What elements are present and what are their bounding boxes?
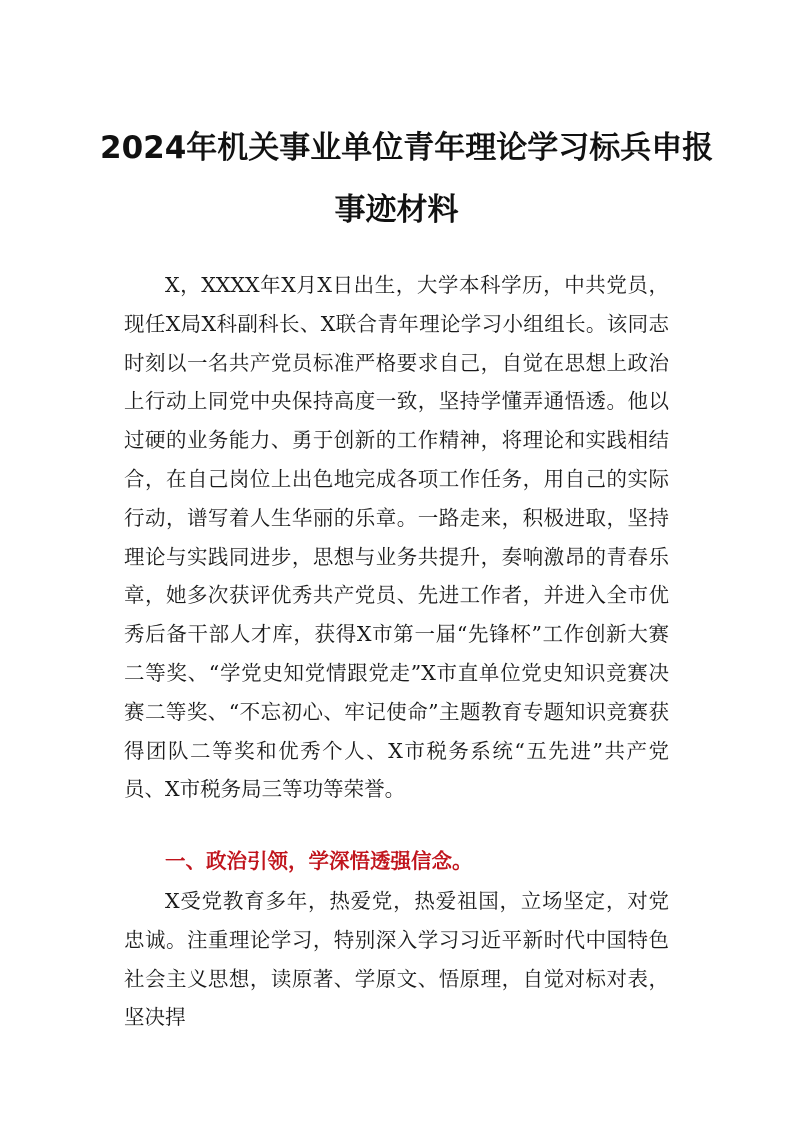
section-heading-1: 一、政治引领，学深悟透强信念。 bbox=[165, 849, 473, 873]
section-1-paragraph: X受党教育多年，热爱党，热爱祖国，立场坚定，对党忠诚。注重理论学习，特别深入学习习近平新时代中国特色社会主义思想，读原著、学原文、悟原理，自觉对标对表，坚决捍 bbox=[124, 889, 669, 1030]
document-title-line-1: 2024年机关事业单位青年理论学习标兵申报 bbox=[100, 130, 714, 166]
document-title-line-2: 事迹材料 bbox=[334, 192, 459, 228]
intro-paragraph: X，XXXX年X月X日出生，大学本科学历，中共党员，现任X局X科副科长、X联合青年理论学习小组组长。该同志时刻以一名共产党员标准严格要求自己，自觉在思想上政治上行动上同党中央保持高度一致，坚持学懂弄通悟透。他以过硬的业务能力、勇于创新的工作精神，将理论和实践相结合，在自己岗位上出色地完成各项工作任务，用自己的实际行动，谱写着人生华丽的乐章。一路走来，积极进取，坚持理论与实践同进步，思想与业务共提升，奏响激昂的青春乐章，她多次获评优秀共产党员、先进工作者，并进入全市优秀后备干部人才库，获得X市第一届“先锋杯”工作创新大赛二等奖、“学党史知党情跟党走”X市直单位党史知识竞赛决赛二等奖、“不忘初心、牢记使命”主题教育专题知识竞赛获得团队二等奖和优秀个人、X市税务系统“五先进”共产党员、X市税务局三等功等荣誉。 bbox=[124, 273, 669, 802]
